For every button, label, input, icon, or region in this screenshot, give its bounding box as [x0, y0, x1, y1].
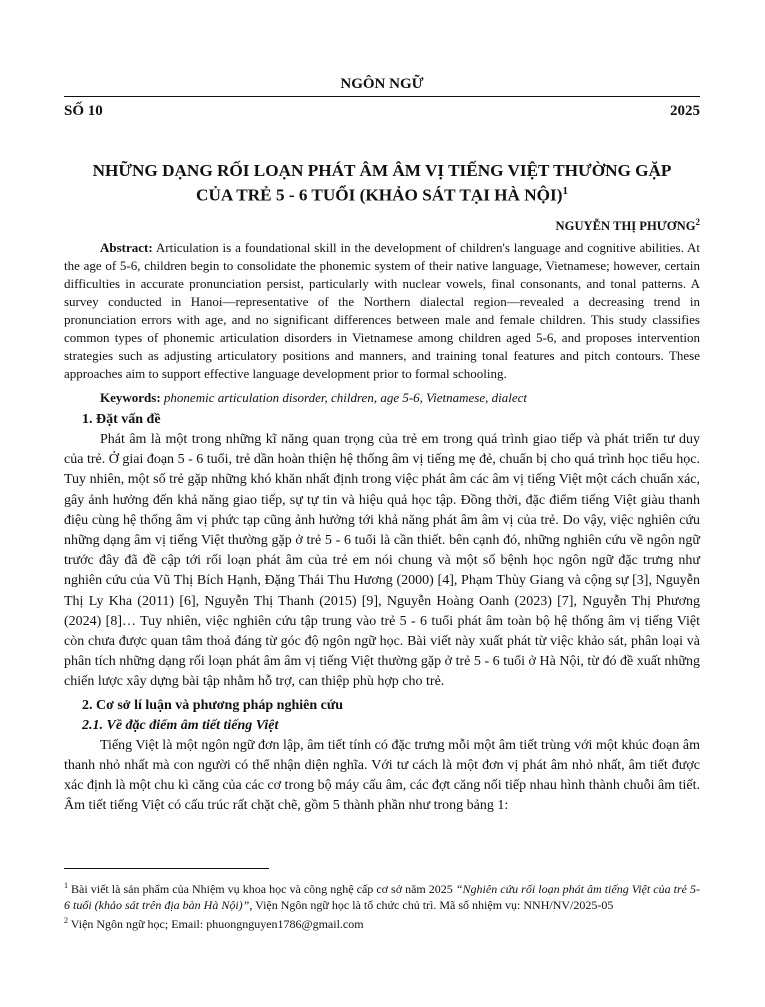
issue-number: SỐ 10 [64, 103, 103, 119]
section-2-1-heading: 2.1. Về đặc điểm âm tiết tiếng Việt [82, 717, 279, 733]
section-2-1-paragraph: Tiếng Việt là một ngôn ngữ đơn lập, âm tiết tính có đặc trưng mỗi một âm tiết trùng với một khúc đoạn âm thanh nhỏ nhất mà con người có thể nhận diện nghĩa. Với tư cách là một đơn vị phát âm nhỏ nhất, âm tiết được xác định là một chu kì căng của các cơ trong bộ máy cấu âm, các đợt căng nối tiếp nhau hình thành chuỗi âm tiết. Âm tiết tiếng Việt có cấu trúc rất chặt chẽ, gồm 5 thành phần như trong bảng 1: [64, 737, 700, 814]
abstract [64, 239, 700, 383]
title-line-2 [64, 181, 700, 206]
header-rule [64, 96, 700, 97]
author-name: NGUYỄN THỊ PHƯƠNG [555, 219, 696, 234]
section-1-heading: 1. Đặt vấn đề [82, 412, 161, 427]
keywords-text: phonemic articulation disorder, children, age 5-6, Vietnamese, dialect [163, 390, 528, 405]
footnote-1 [64, 878, 700, 913]
footnote-1-post: , Viện Ngôn ngữ học là tổ chức chủ trì. Mã số nhiệm vụ: NNH/NV/2025-05 [249, 897, 614, 912]
author [556, 217, 700, 234]
footnote-1-italic: “Nghiên cứu rối loạn phát âm tiếng Việt của trẻ 5-6 tuổi (khảo sát trên địa bàn Hà Nội)” [64, 882, 700, 912]
keywords [64, 389, 700, 407]
abstract-text: Articulation is a foundational skill in the development of children's language and cognitive abilities. At the age of 5-6, children begin to consolidate the phonemic system of their native language, Vietnamese; however, certain difficulties in accurate pronunciation persist, particularly with nuclear vowels, final consonants, and tonal patterns. A survey conducted in Hanoi—representative of the Northern dialectal region—revealed a decreasing trend in pronunciation errors with age, and no significant differences between male and female children. This study classifies common types of phonemic articulation disorders in Vietnamese among children aged 5-6, and proposes intervention strategies such as adjusting articulatory positions and manners, and training tonal features and pitch contours. These approaches aim to support effective language development prior to formal schooling. [64, 240, 700, 381]
abstract-label: Abstract: [100, 240, 153, 255]
journal-name: NGÔN NGỮ [340, 76, 424, 92]
title-line-1: NHỮNG DẠNG RỐI LOẠN PHÁT ÂM ÂM VỊ TIẾNG VIỆT THƯỜNG GẶP [92, 161, 672, 180]
footnotes [64, 878, 700, 933]
section-1-paragraph: Phát âm là một trong những kĩ năng quan trọng của trẻ em trong quá trình giao tiếp và phát triển tư duy của trẻ. Ở giai đoạn 5 - 6 tuổi, trẻ dần hoàn thiện hệ thống âm vị tiếng mẹ đẻ, chuẩn bị cho quá trình học tiểu học. Tuy nhiên, một số trẻ gặp những khó khăn nhất định trong việc phát âm các âm vị tiếng Việt một cách chuẩn xác, gây ảnh hưởng đến khả năng giao tiếp, sự tự tin và hiệu quả học tập. Đồng thời, đặc điểm tiếng Việt giàu thanh điệu cùng hệ thống âm vị phức tạp cũng ảnh hưởng tới khả năng phát âm âm vị của trẻ. Do vậy, việc nghiên cứu những dạng âm vị tiếng Việt thường gặp ở trẻ 5 - 6 tuổi là cần thiết. bên cạnh đó, những nghiên cứu về ngôn ngữ trước đây đã đề cập tới rối loạn phát âm của trẻ em nói chung và một số bệnh học ngôn ngữ đặc trưng như nghiên cứu của Vũ Thị Bích Hạnh, Đặng Thái Thu Hương (2000) [4], Phạm Thùy Giang và cộng sự [3], Nguyễn Thị Ly Kha (2011) [6], Nguyễn Thị Thanh (2015) [9], Nguyễn Hoàng Oanh (2023) [7], Nguyễn Thị Phương (2024) [8]… Tuy nhiên, việc nghiên cứu tập trung vào trẻ 5 - 6 tuổi phát âm toàn bộ hệ thống âm vị tiếng Việt còn chưa được quan tâm thoả đáng từ góc độ ngôn ngữ học. Bài viết này xuất phát từ việc khảo sát, phân loại và phân tích những dạng rối loạn phát âm âm vị tiếng Việt thường gặp ở trẻ 5 - 6 tuổi ở Hà Nội, từ đó đề xuất những chiến lược xây dựng bài tập nhằm hỗ trợ, can thiệp phù hợp cho trẻ. [64, 432, 700, 690]
keywords-label: Keywords: [100, 390, 161, 405]
footnote-1-mark: 1 [64, 881, 68, 890]
footnote-2 [64, 913, 700, 933]
title-line-2-text: CỦA TRẺ 5 - 6 TUỔI (KHẢO SÁT TẠI HÀ NỘI) [196, 185, 563, 205]
article-title [64, 160, 700, 206]
footnote-1-pre: Bài viết là sản phẩm của Nhiệm vụ khoa học và công nghệ cấp cơ sở năm 2025 [68, 882, 456, 896]
title-footnote-mark: 1 [562, 185, 568, 197]
footnote-2-mark: 2 [64, 916, 68, 925]
author-footnote-mark: 2 [695, 217, 700, 227]
footnote-rule [64, 868, 269, 869]
footnote-2-text: Viện Ngôn ngữ học; Email: phuongnguyen1786@gmail.com [68, 917, 364, 931]
article-body [64, 239, 700, 816]
issue-year: 2025 [670, 103, 700, 119]
section-2-heading: 2. Cơ sở lí luận và phương pháp nghiên cứu [82, 697, 344, 713]
